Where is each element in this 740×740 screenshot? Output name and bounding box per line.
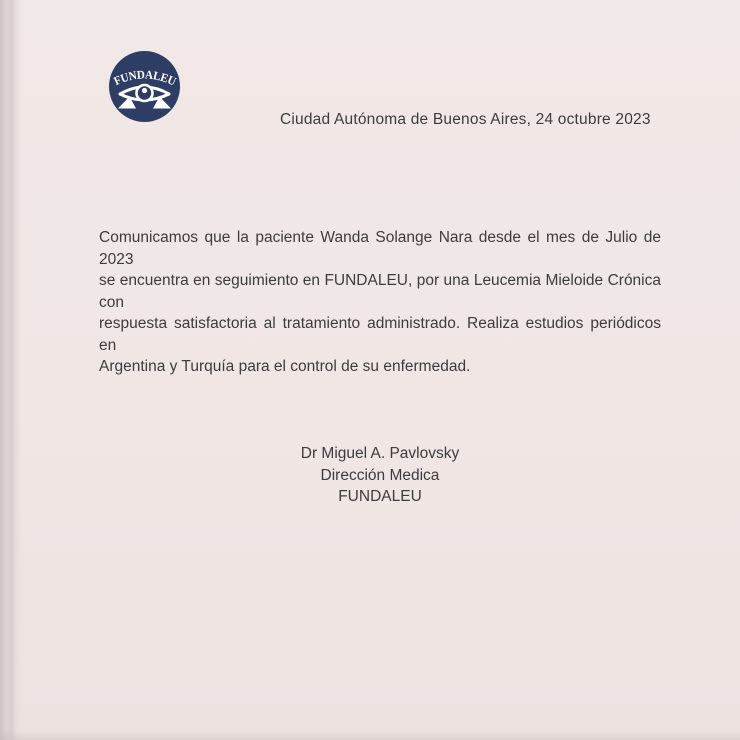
letter-body-line: Argentina y Turquía para el control de su enfermedad. xyxy=(99,358,471,375)
signature-org: FUNDALEU xyxy=(338,488,422,505)
signature-block xyxy=(99,443,661,508)
letter-body-line: respuesta satisfactoria al tratamiento administrado. Realiza estudios periódicos en xyxy=(99,315,661,354)
signature-name: Dr Miguel A. Pavlovsky xyxy=(300,445,460,462)
logo-wordmark: FUNDALEU xyxy=(111,67,179,89)
fundaleu-logo-icon xyxy=(109,51,180,122)
signature-title: Dirección Medica xyxy=(320,466,440,484)
fundaleu-logo xyxy=(109,51,180,122)
letter-body-line: Comunicamos que la paciente Wanda Solange Nara desde el mes de Julio de 2023 xyxy=(99,229,661,268)
letter-body-line: se encuentra en seguimiento en FUNDALEU, por una Leucemia Mieloide Crónica con xyxy=(99,272,661,311)
letter-dateline: Ciudad Autónoma de Buenos Aires, 24 octubre 2023 xyxy=(280,111,651,128)
page-left-edge-shadow xyxy=(0,0,22,740)
letter-body xyxy=(99,227,661,378)
page-bottom-edge-shadow xyxy=(0,730,740,740)
